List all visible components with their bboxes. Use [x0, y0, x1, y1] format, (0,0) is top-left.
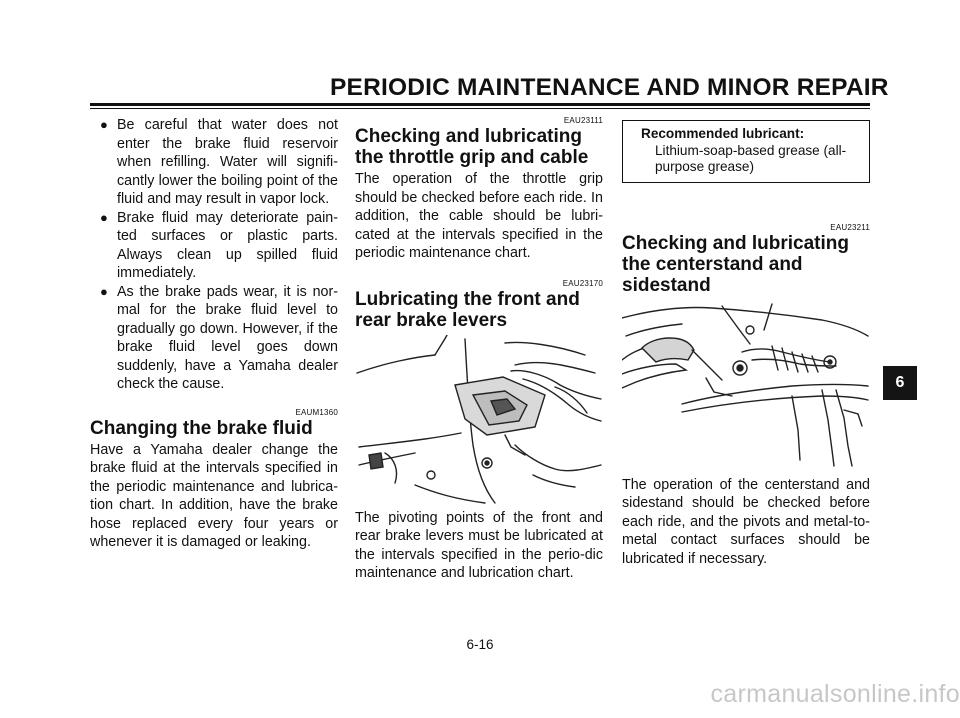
section-body-brake-fluid: Have a Yamaha dealer change the brake fluid at the intervals specified in the periodic maintenance and lubrica-tion chart. In addition, have the brake hose replaced every four years or whenever it is damaged or leaking.: [90, 441, 338, 550]
section-title-brake-levers: Lubricating the front and rear brake levers: [355, 288, 580, 331]
site-watermark: carmanualsonline.info: [710, 680, 960, 708]
page-header-title: PERIODIC MAINTENANCE AND MINOR REPAIR: [330, 74, 889, 101]
caution-bullet-list: [90, 116, 338, 394]
lubricant-label: Recommended lubricant:: [641, 126, 805, 141]
section-body-brake-levers: The pivoting points of the front and rear brake levers must be lubricated at the intervals specified in the perio-dic maintenance and lubrication chart.: [355, 509, 603, 581]
header-rule-thick: [90, 103, 870, 106]
lubricant-value: Lithium-soap-based grease (all-purpose grease): [655, 142, 847, 174]
bullet-dot-icon: ●: [100, 117, 108, 132]
bullet-dot-icon: ●: [100, 209, 108, 225]
section-code: EAU23211: [830, 222, 870, 232]
bullet-item: ● Be careful that water does not enter the brake fluid reservoir when refilling. Water will signifi-cantly lower the boiling point of the fluid and may result in vapor lock.: [100, 117, 338, 207]
section-title-brake-fluid: Changing the brake fluid: [90, 417, 313, 439]
section-code: EAU23170: [562, 278, 603, 288]
section-body-stands: The operation of the centerstand and sidestand should be checked before each ride, and the pivots and metal-to-metal contact surfaces should be lubricated if necessary.: [622, 476, 870, 567]
recommended-lubricant-box: [622, 120, 870, 183]
section-title-stands: Checking and lubricating the centerstand and sidestand: [622, 232, 849, 296]
page-number: 6-16: [466, 637, 494, 652]
section-title-throttle: Checking and lubricating the throttle grip and cable: [355, 126, 589, 168]
bullet-dot-icon: ●: [100, 283, 108, 299]
brake-lever-photo: [355, 335, 603, 505]
bullet-item: ● Brake fluid may deteriorate pain-ted surfaces or plastic parts. Always clean up spilled fluid immediately.: [100, 209, 338, 281]
chapter-tab: 6: [883, 366, 917, 400]
centerstand-sidestand-photo: [622, 300, 870, 468]
section-body-throttle: The operation of the throttle grip should be checked before each ride. In addition, the cable should be lubri-cated at the intervals specified in the periodic maintenance chart.: [355, 171, 603, 261]
column-left: [90, 116, 338, 552]
column-right: [622, 116, 870, 568]
section-code: EAUM1360: [295, 407, 338, 417]
section-code: EAU23111: [563, 116, 603, 125]
header-rule-thin: [90, 108, 870, 109]
bullet-item: ● As the brake pads wear, it is nor-mal for the brake fluid level to gradually go down. However, if the brake fluid level goes down suddenly, have a Yamaha dealer check the cause.: [100, 283, 338, 392]
column-middle: [355, 116, 603, 583]
